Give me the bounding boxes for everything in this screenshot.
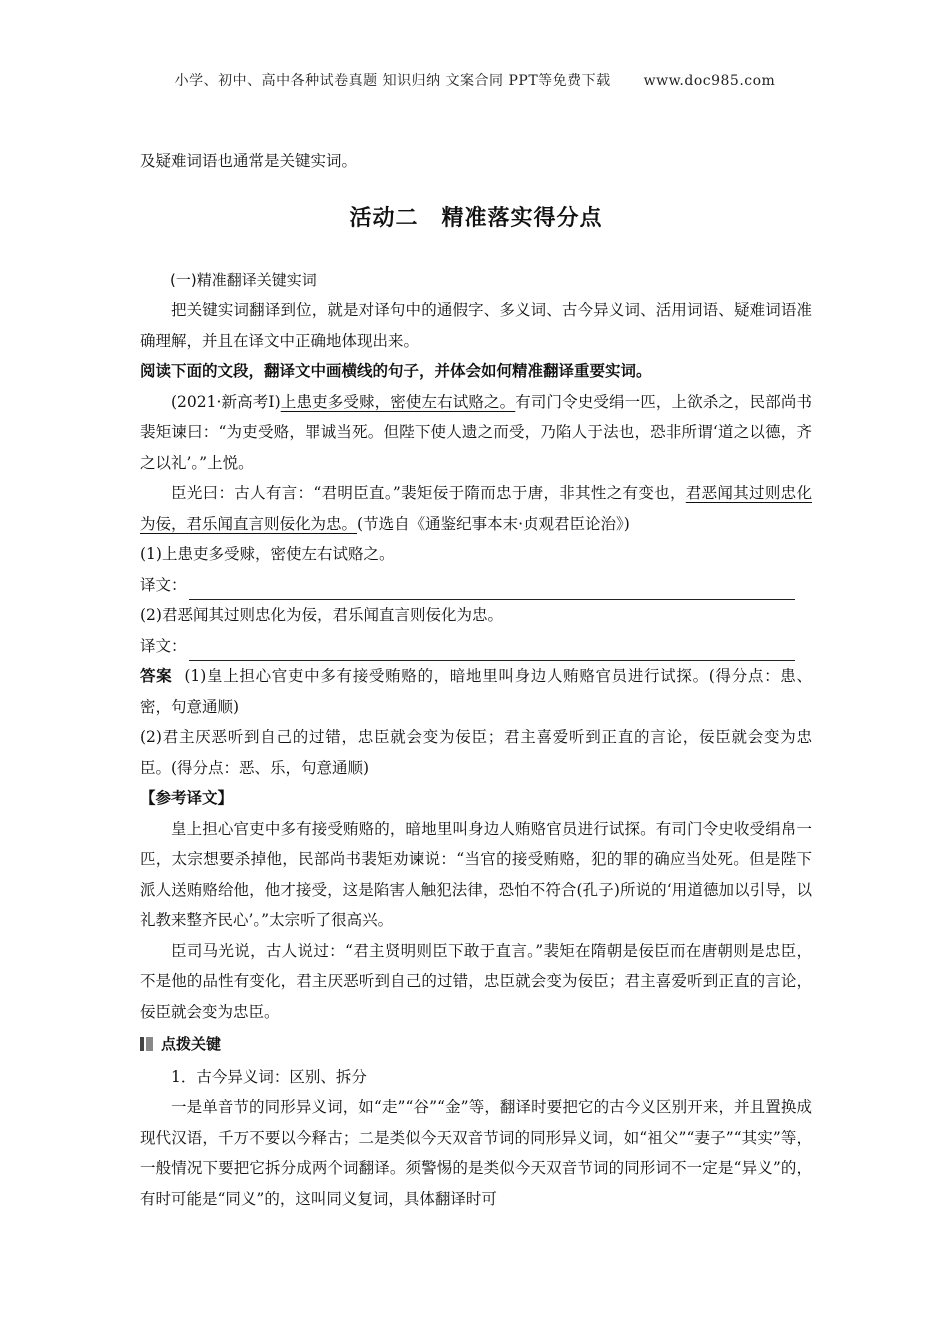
translation-row-2: [140, 631, 812, 662]
section-description: 把关键实词翻译到位，就是对译句中的通假字、多义词、古今异义词、活用词语、疑难词语准确理解，并且在译文中正确地体现出来。: [140, 301, 812, 350]
translation-label-1: 译文：: [140, 575, 187, 594]
translation-blank-2[interactable]: [189, 640, 795, 661]
answer-2: (2)君主厌恶听到自己的过错，忠臣就会变为佞臣；君主喜爱听到正直的言论，佞臣就会变为忠臣。(得分点：恶、乐，句意通顺): [140, 728, 812, 777]
question-1: (1)上患吏多受赇，密使左右试赂之。: [140, 545, 395, 563]
heading-bar-icon: [140, 1037, 144, 1051]
reference-paragraph-1: 皇上担心官吏中多有接受贿赂的，暗地里叫身边人贿赂官员进行试探。有司门令史收受绢帛一匹，太宗想要杀掉他，民部尚书裴矩劝谏说：“当官的接受贿赂，犯的罪的确应当处死。但是陛下派人送贿赂给他，他才接受，这是陷害人触犯法律，恐怕不符合(孔子)所说的‘用道德加以引导，以礼教来整齐民心’。”太宗听了很高兴。: [140, 819, 812, 929]
passage-text-1: 有司门令史受绢一匹，上欲杀之，民部尚书裴矩谏曰：“为吏受赂，罪诚当死。但陛下使人遗之而受，乃陷人于法也，恐非所谓‘道之以德，齐之以礼’。”上悦。: [140, 392, 812, 472]
reference-heading: 【参考译文】: [140, 789, 234, 807]
header-site[interactable]: www.doc985.com: [643, 73, 776, 89]
page-header: [0, 70, 950, 90]
main-content: [140, 146, 812, 1214]
intro-line: 及疑难词语也通常是关键实词。: [140, 152, 358, 170]
underlined-sentence-1: 上患吏多受赇，密使左右试赂之。: [280, 392, 516, 411]
keypoint-text-1: 一是单音节的同形异义词，如“走”“谷”“金”等，翻译时要把它的古今义区别开来，并且置换成现代汉语，千万不要以今释古；二是类似今天双音节词的同形异义词，如“祖父”“妻子”“其实”等，一般情况下要把它拆分成两个词翻译。须警惕的是类似今天双音节词的同形词不一定是“异义”的，有时可能是“同义”的，这叫同义复词，具体翻译时可: [140, 1098, 812, 1208]
reference-paragraph-2: 臣司马光说，古人说过：“君主贤明则臣下敢于直言。”裴矩在隋朝是佞臣而在唐朝则是忠臣，不是他的品性有变化，君主厌恶听到自己的过错，忠臣就会变为佞臣；君主喜爱听到正直的言论，佞臣就会变为忠臣。: [140, 941, 812, 1021]
answer-text-1: (1)皇上担心官吏中多有接受贿赂的，暗地里叫身边人贿赂官员进行试探。(得分点：患、密，句意通顺): [140, 667, 812, 716]
passage-citation: (节选自《通鉴纪事本末·贞观君臣论治》): [357, 514, 630, 533]
header-text: 小学、初中、高中各种试卷真题 知识归纳 文案合同 PPT等免费下载: [174, 73, 611, 89]
instruction: 阅读下面的文段，翻译文中画横线的句子，并体会如何精准翻译重要实词。: [140, 362, 652, 380]
keypoint-heading-text: 点拨关键: [161, 1035, 222, 1053]
answer-label: 答案: [140, 667, 173, 685]
passage-paragraph-1: [140, 387, 812, 479]
passage-paragraph-2: [140, 478, 812, 539]
translation-blank-1[interactable]: [189, 579, 795, 600]
translation-row-1: [140, 570, 812, 601]
question-2: (2)君恶闻其过则忠化为佞，君乐闻直言则佞化为忠。: [140, 606, 503, 624]
keypoint-heading: [140, 1029, 812, 1060]
answer-1: [140, 661, 812, 722]
section-heading: (一)精准翻译关键实词: [170, 270, 317, 289]
translation-label-2: 译文：: [140, 636, 187, 655]
keypoint-item-1: 1．古今异义词：区别、拆分: [171, 1067, 367, 1086]
underlined-sentence-2: 君恶闻其过则忠化为佞，君乐闻直言则佞化为忠。: [140, 484, 812, 533]
passage-source: (2021·新高考Ⅰ): [171, 392, 281, 411]
heading-bar-icon-2: [146, 1037, 153, 1051]
passage-text-2: 臣光曰：古人有言：“君明臣直。”裴矩佞于隋而忠于唐，非其性之有变也，: [171, 484, 686, 502]
activity-title: 活动二 精准落实得分点: [349, 205, 603, 231]
